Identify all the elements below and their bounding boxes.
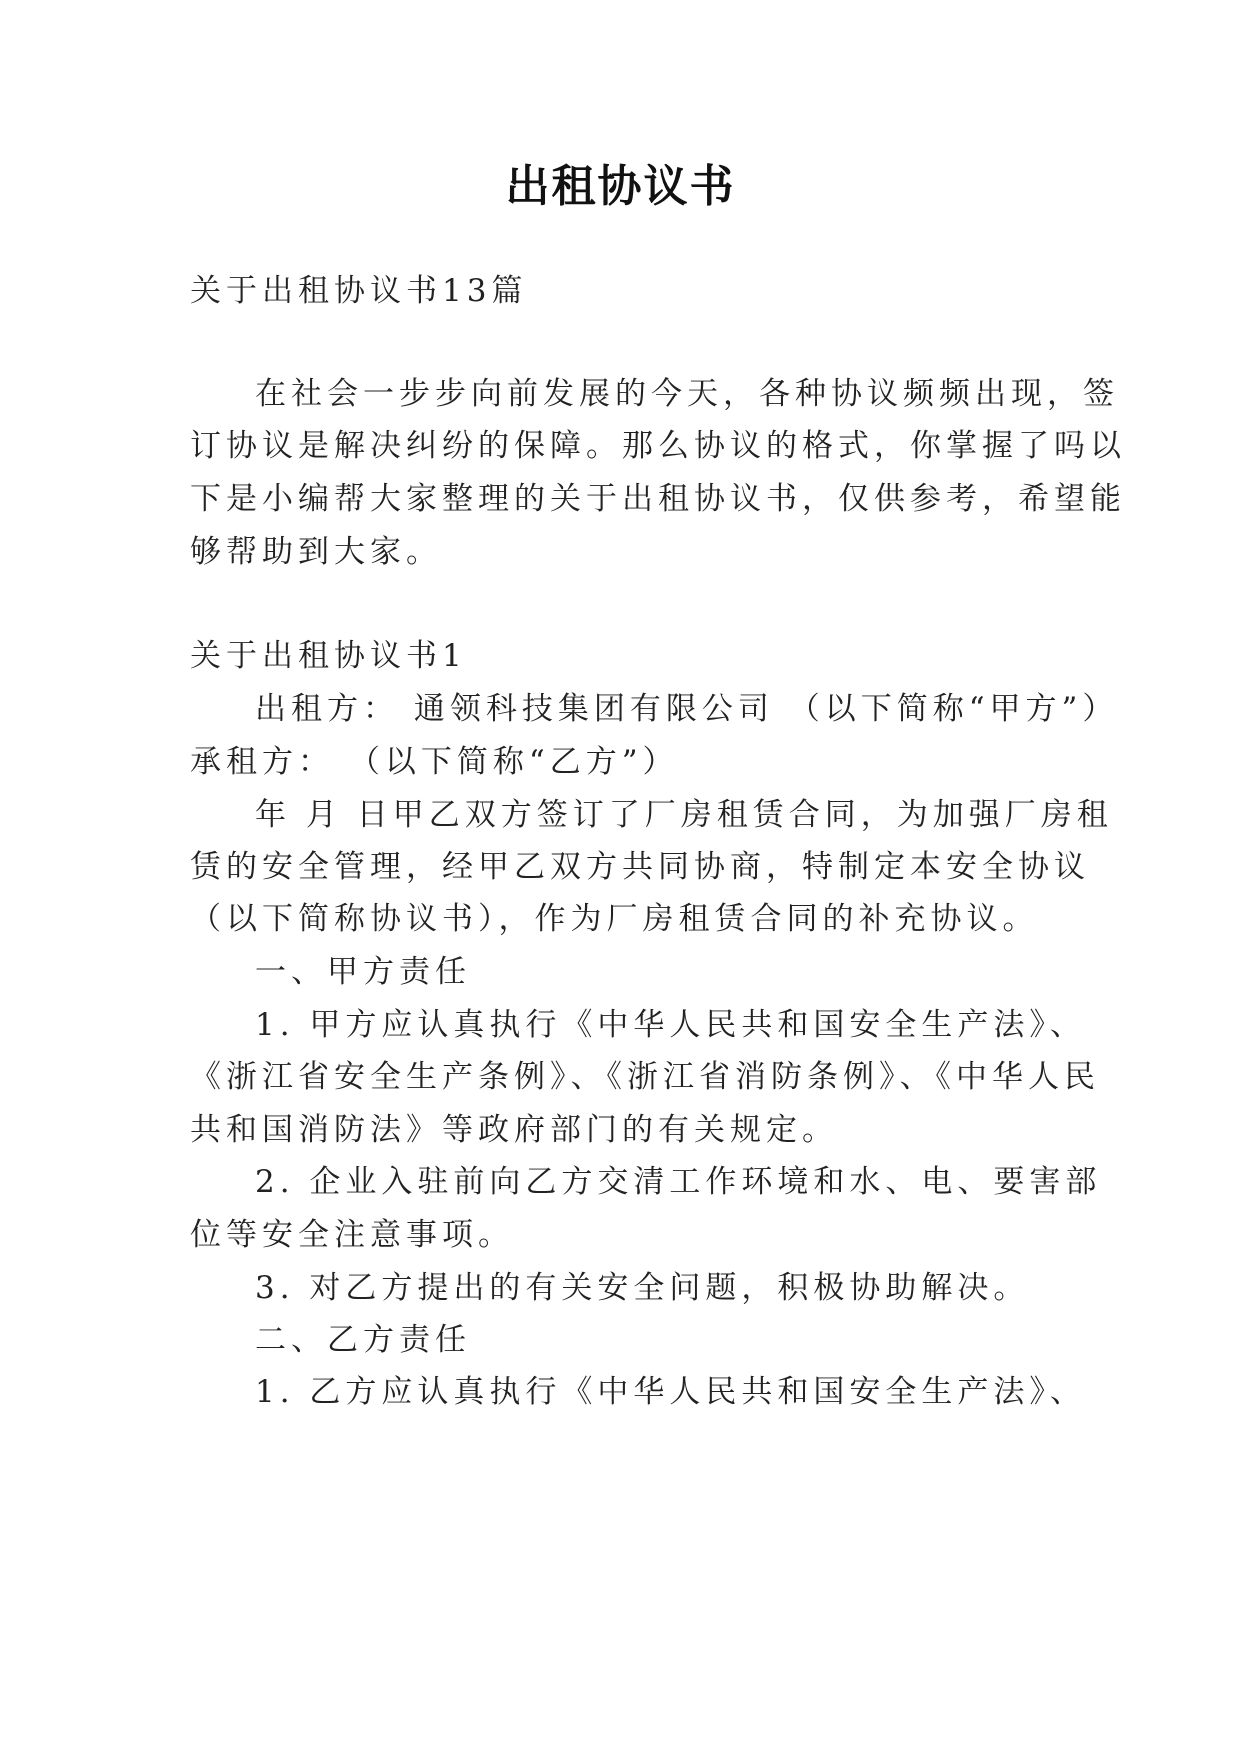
preamble-line: 赁的安全管理，经甲乙双方共同协商，特制定本安全协议 (190, 849, 1090, 885)
preamble-line: （以下简称协议书），作为厂房租赁合同的补充协议。 (190, 901, 1039, 937)
part-b-heading: 二、乙方责任 (255, 1322, 471, 1358)
preamble-line: 年 月 日甲乙双方签订了厂房租赁合同，为加强厂房租 (255, 797, 1113, 833)
part-a-item1-line: 《浙江省安全生产条例》、《浙江省消防条例》、《中华人民 (190, 1059, 1100, 1095)
document-subtitle: 关于出租协议书13篇 (190, 273, 528, 309)
intro-line: 在社会一步步向前发展的今天，各种协议频频出现，签 (255, 376, 1119, 412)
section-heading: 关于出租协议书1 (190, 638, 467, 674)
part-a-item1-line: 共和国消防法》等政府部门的有关规定。 (190, 1112, 838, 1148)
part-a-heading: 一、甲方责任 (255, 954, 471, 990)
part-a-item3: 3. 对乙方提出的有关安全问题，积极协助解决。 (255, 1270, 1030, 1306)
document-title: 出租协议书 (505, 161, 736, 212)
part-a-item2-line: 2. 企业入驻前向乙方交清工作环境和水、电、要害部 (255, 1164, 1102, 1200)
part-a-item2-line: 位等安全注意事项。 (190, 1217, 514, 1253)
part-b-item1-line: 1. 乙方应认真执行《中华人民共和国安全生产法》、 (255, 1374, 1086, 1410)
intro-line: 下是小编帮大家整理的关于出租协议书，仅供参考，希望能 (190, 481, 1126, 517)
intro-line: 够帮助到大家。 (190, 534, 442, 570)
intro-line: 订协议是解决纠纷的保障。那么协议的格式，你掌握了吗以 (190, 428, 1126, 464)
part-a-item1-line: 1. 甲方应认真执行《中华人民共和国安全生产法》、 (255, 1007, 1086, 1043)
lessor-line: 出租方： 通领科技集团有限公司 （以下简称“甲方”） (255, 691, 1119, 727)
lessee-line: 承租方： （以下简称“乙方”） (190, 744, 679, 780)
